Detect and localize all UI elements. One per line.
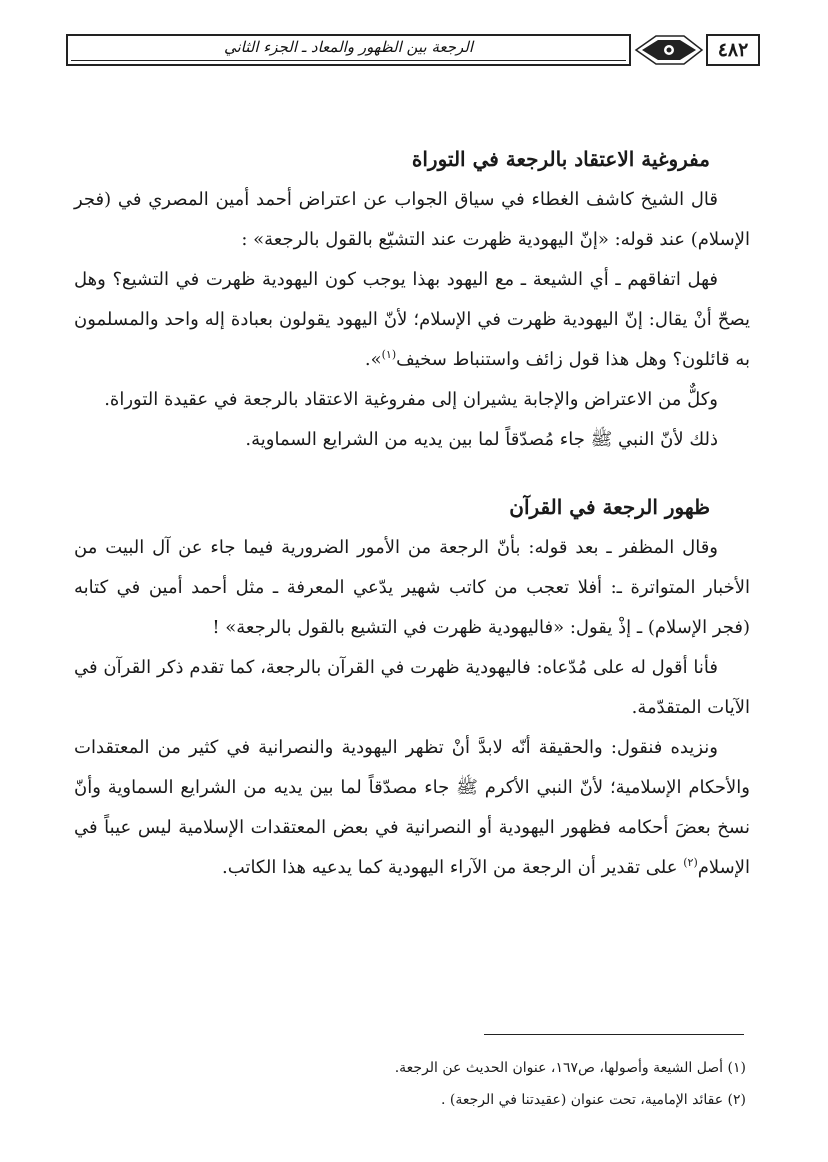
paragraph: ذلك لأنّ النبي ﷺ جاء مُصدّقاً لما بين يديه من الشرايع السماوية. (245, 429, 718, 450)
quoted-text: فهل اتفاقهم ـ أي الشيعة ـ مع اليهود بهذا يوجب كون اليهودية ظهرت في التشيع؟ وهل يصحّ أنْ يقال: إنّ اليهودية ظهرت في الإسلام؛ لأنّ اليهود يقولون بعبادة إله واحد والمسلمون به قائلون؟ وهل هذا قول زائف واستنباط سخيف (74, 269, 750, 370)
footnote: (٢) عقائد الإمامية، تحت عنوان (عقيدتنا في الرجعة) . (441, 1092, 746, 1108)
paragraph: وقال المظفر ـ بعد قوله: بأنّ الرجعة من الأمور الضرورية فيما جاء عن آل البيت من الأخبار المتواترة ـ: أفلا تعجب من كاتب شهير يدّعي المعرفة ـ مثل أحمد أمين في كتابه (فجر الإسلام) ـ إذْ يقول: «فاليهودية ظهرت في التشيع بالقول بالرجعة» ! (74, 537, 750, 638)
paragraph-text: ونزيده فنقول: والحقيقة أنّه لابدَّ أنْ تظهر اليهودية والنصرانية في كثير من المعتقدات والأحكام الإسلامية؛ لأنّ النبي الأكرم ﷺ جاء مصدّقاً لما بين يديه من الشرايع السماوية وأنّ نسخ بعضَ أحكامه فظهور اليهودية أو النصرانية في بعض المعتقدات الإسلامية ليس عيباً في الإسلام (74, 737, 750, 878)
running-title: الرجعة بين الظهور والمعاد ـ الجزء الثاني (223, 38, 474, 56)
footnote-ref: (١) (381, 348, 397, 361)
footnotes (74, 1052, 746, 1116)
header-ornament-icon (634, 30, 704, 70)
paragraph: فأنا أقول له على مُدّعاه: فاليهودية ظهرت في القرآن بالرجعة، كما تقدم ذكر القرآن في الآيات المتقدّمة. (74, 657, 750, 718)
paragraph-text: على تقدير أن الرجعة من الآراء اليهودية كما يدعيه هذا الكاتب. (222, 857, 678, 878)
page-number: ٤٨٢ (706, 34, 760, 66)
page-body (74, 138, 750, 888)
running-title-box (66, 34, 631, 66)
section-heading: ظهور الرجعة في القرآن (509, 495, 710, 519)
footnote: (١) أصل الشيعة وأصولها، ص١٦٧، عنوان الحديث عن الرجعة. (394, 1060, 746, 1076)
paragraph: وكلٌّ من الاعتراض والإجابة يشيران إلى مفروغية الاعتقاد بالرجعة في عقيدة التوراة. (104, 389, 718, 410)
footnote-separator (484, 1034, 744, 1035)
closing-quote: ». (364, 349, 382, 370)
paragraph (74, 260, 750, 380)
paragraph (74, 728, 750, 888)
paragraph: قال الشيخ كاشف الغطاء في سياق الجواب عن اعتراض أحمد أمين المصري في (فجر الإسلام) عند قوله: «إنّ اليهودية ظهرت عند التشيّع بالقول بالرجعة» : (74, 189, 750, 250)
footnote-ref: (٢) (683, 856, 698, 869)
page-header (66, 26, 760, 76)
section-heading: مفروغية الاعتقاد بالرجعة في التوراة (411, 147, 710, 171)
